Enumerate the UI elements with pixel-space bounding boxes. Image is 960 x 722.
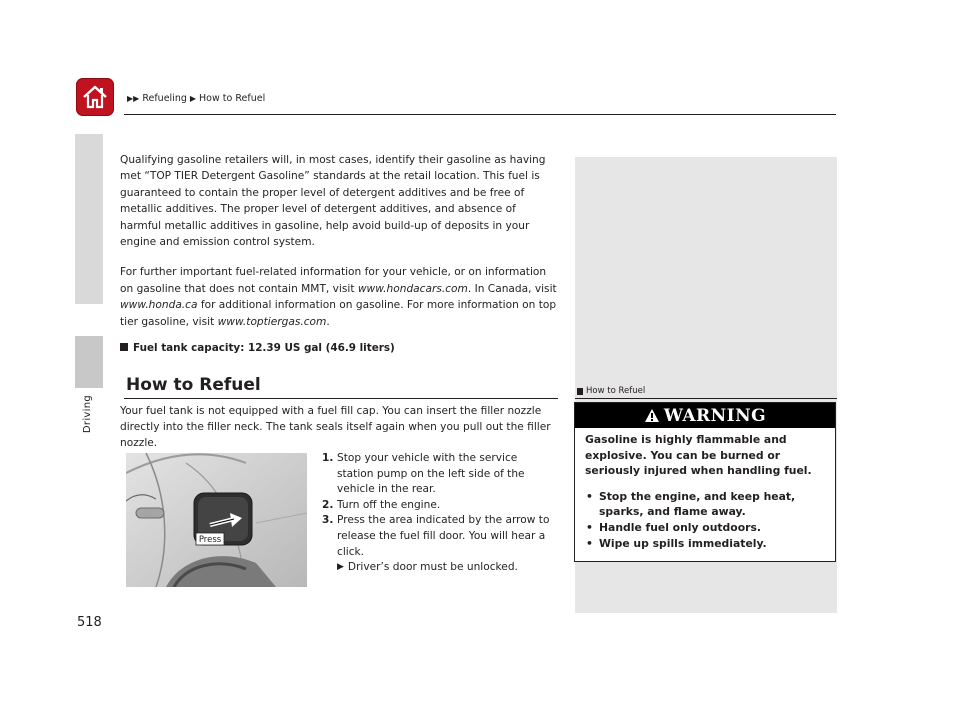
- breadcrumb-arrow-icon: ▶: [189, 94, 197, 103]
- step-3-note: [337, 560, 556, 576]
- warning-body: [585, 432, 831, 551]
- step-3-note-text: Driver’s door must be unlocked.: [347, 561, 518, 574]
- square-bullet-icon: [120, 343, 128, 351]
- warning-box: [574, 402, 836, 562]
- house-icon: [81, 83, 109, 111]
- warning-bullet: • Wipe up spills immediately.: [585, 536, 831, 552]
- step-number: 3.: [322, 514, 334, 527]
- step-1: [322, 451, 556, 498]
- fuel-capacity: [120, 342, 395, 354]
- breadcrumb-item-refueling[interactable]: Refueling: [142, 93, 187, 104]
- home-icon[interactable]: [76, 78, 114, 116]
- warning-text: Gasoline is highly flammable and explosive. You can be burned or seriously injured when handling fuel.: [585, 433, 812, 478]
- sidebar-divider: [575, 398, 837, 399]
- sidebar-title-text: How to Refuel: [586, 386, 646, 396]
- fuel-door-image: [126, 453, 307, 587]
- step-2: [322, 498, 556, 514]
- warning-label: WARNING: [663, 405, 767, 426]
- step-text: Turn off the engine.: [337, 498, 441, 511]
- warning-bullet: • Stop the engine, and keep heat, sparks, and flame away.: [585, 489, 831, 520]
- para2-part-b: . In Canada, visit: [467, 282, 557, 295]
- arrow-right-icon: ▶: [337, 562, 344, 573]
- warning-bullet: • Handle fuel only outdoors.: [585, 520, 831, 536]
- paragraph-fuel-info: [120, 264, 560, 330]
- step-text: Press the area indicated by the arrow to release the fuel fill door. You will hear a click.: [337, 514, 550, 558]
- main-text: [120, 152, 560, 344]
- fuel-capacity-text: Fuel tank capacity: 12.39 US gal (46.9 liters): [133, 342, 395, 354]
- step-text: Stop your vehicle with the service station pump on the left side of the vehicle in the rear.: [337, 452, 525, 496]
- link-hondacars[interactable]: www.hondacars.com: [357, 282, 468, 295]
- section-title: How to Refuel: [126, 375, 261, 395]
- fuel-door-illustration: [126, 453, 307, 587]
- press-label: Press: [198, 535, 222, 545]
- para2-part-a: For further important fuel-related information for your vehicle, or on information on gasoline that does not contain MMT, visit: [120, 266, 547, 295]
- warning-header: [575, 403, 835, 428]
- para2-part-d: .: [326, 315, 330, 328]
- breadcrumb-arrow-icon: ▶▶: [127, 94, 140, 103]
- note-marker-icon: [577, 388, 583, 395]
- steps-list: [322, 451, 556, 576]
- paragraph-top-tier: Qualifying gasoline retailers will, in most cases, identify their gasoline as having met “TOP TIER Detergent Gasoline” standards at the retail location. This fuel is guaranteed to contain the proper level of detergent additives and be free of metallic additives. The proper level of detergent additives, and absence of harmful metallic additives in gasoline, help avoid build-up of deposits in your engine and emission control system.: [120, 154, 546, 249]
- breadcrumb: [127, 93, 265, 104]
- section-divider: [124, 398, 558, 399]
- link-hondaca[interactable]: www.honda.ca: [120, 299, 198, 312]
- breadcrumb-item-how-to-refuel[interactable]: How to Refuel: [199, 93, 266, 104]
- step-number: 2.: [322, 498, 334, 511]
- header-divider: [124, 114, 836, 115]
- page-number: 518: [77, 615, 102, 630]
- sidebar-title: [577, 386, 645, 396]
- warning-triangle-icon: [644, 408, 660, 423]
- link-toptiergas[interactable]: www.toptiergas.com: [217, 315, 327, 328]
- para2-part-c: for additional information on gasoline. For more information on top tier gasoline, visit: [120, 299, 557, 328]
- warning-bullets: [585, 489, 831, 551]
- step-number: 1.: [322, 452, 334, 464]
- section-intro: Your fuel tank is not equipped with a fuel fill cap. You can insert the filler nozzle directly into the filler neck. The tank seals itself again when you pull out the filler nozzle.: [120, 405, 551, 450]
- chapter-label: Driving: [82, 395, 93, 434]
- side-tab: [75, 134, 103, 304]
- step-3: [322, 513, 556, 560]
- side-tab-active: [75, 336, 103, 388]
